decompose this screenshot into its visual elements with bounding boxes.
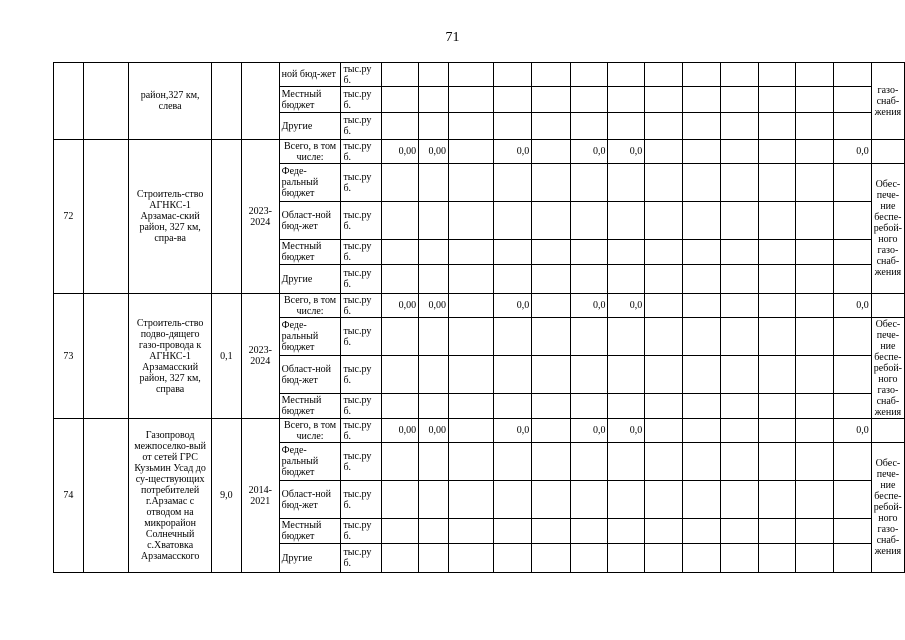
- value-cell: 0,00: [382, 419, 419, 443]
- value-cell: [645, 318, 683, 356]
- period-cell: 2014-2021: [241, 419, 279, 573]
- value-cell: [532, 356, 571, 394]
- funding-source-cell: Всего, в том числе:: [279, 294, 341, 318]
- value-cell: [796, 443, 834, 481]
- value-cell: [570, 240, 608, 265]
- value-cell: [570, 443, 608, 481]
- unit-cell: тыс.ру б.: [341, 113, 382, 140]
- unit-cell: тыс.ру б.: [341, 481, 382, 519]
- value-cell: [721, 294, 759, 318]
- value-cell: [758, 394, 796, 419]
- value-cell: [494, 443, 532, 481]
- value-cell: [833, 202, 871, 240]
- value-cell: [833, 394, 871, 419]
- funding-source-cell: Област-ной бюд-жет: [279, 202, 341, 240]
- value-cell: [645, 87, 683, 113]
- value-cell: [721, 443, 759, 481]
- value-cell: [494, 113, 532, 140]
- capacity-cell: [211, 63, 241, 140]
- funding-source-cell: ной бюд-жет: [279, 63, 341, 87]
- row-number-cell: 73: [54, 294, 84, 419]
- row-number-cell: 72: [54, 140, 84, 294]
- table-row: [54, 294, 905, 318]
- capacity-cell: 0,1: [211, 294, 241, 419]
- value-cell: [833, 519, 871, 544]
- value-cell: [419, 265, 449, 294]
- project-name-cell: Строитель-ство подво-дящего газо-провода к АГНКС-1 Арзамасский район, 327 км, справа: [129, 294, 212, 419]
- value-cell: [645, 240, 683, 265]
- value-cell: [608, 164, 645, 202]
- funding-source-cell: Другие: [279, 265, 341, 294]
- value-cell: [449, 519, 494, 544]
- value-cell: [494, 164, 532, 202]
- value-cell: [608, 63, 645, 87]
- value-cell: [758, 240, 796, 265]
- value-cell: [682, 63, 721, 87]
- value-cell: [682, 394, 721, 419]
- purpose-cell: газо-снаб-жения: [871, 63, 904, 140]
- value-cell: [833, 265, 871, 294]
- value-cell: [721, 544, 759, 573]
- unit-cell: тыс.ру б.: [341, 544, 382, 573]
- value-cell: [532, 294, 571, 318]
- purpose-spacer-cell: [871, 140, 904, 164]
- value-cell: [532, 63, 571, 87]
- value-cell: [608, 443, 645, 481]
- funding-source-cell: Другие: [279, 113, 341, 140]
- value-cell: [382, 443, 419, 481]
- value-cell: 0,0: [494, 294, 532, 318]
- row-number-cell: [54, 63, 84, 140]
- value-cell: [682, 419, 721, 443]
- value-cell: [382, 265, 419, 294]
- value-cell: [419, 63, 449, 87]
- value-cell: [796, 140, 834, 164]
- value-cell: [608, 202, 645, 240]
- value-cell: [532, 544, 571, 573]
- value-cell: [721, 140, 759, 164]
- value-cell: [796, 356, 834, 394]
- funding-source-cell: Местный бюджет: [279, 240, 341, 265]
- value-cell: [449, 202, 494, 240]
- value-cell: [682, 544, 721, 573]
- value-cell: [608, 481, 645, 519]
- value-cell: [721, 481, 759, 519]
- value-cell: [721, 318, 759, 356]
- value-cell: [570, 113, 608, 140]
- value-cell: [758, 544, 796, 573]
- project-name-cell: Газопровод межпоселко-вый от сетей ГРС Кузьмин Усад до су-ществующих потребителей г.Арзамас с отводом на микрорайон Солнечный с.Хватовка Арзамасского: [129, 419, 212, 573]
- value-cell: 0,0: [833, 294, 871, 318]
- value-cell: [721, 240, 759, 265]
- value-cell: 0,00: [419, 419, 449, 443]
- value-cell: [796, 318, 834, 356]
- value-cell: [532, 164, 571, 202]
- funding-source-cell: Всего, в том числе:: [279, 140, 341, 164]
- unit-cell: тыс.ру б.: [341, 443, 382, 481]
- value-cell: [833, 87, 871, 113]
- purpose-cell: Обес-пече-ние беспе-ребой-ного газо-снаб-жения: [871, 318, 904, 419]
- capacity-cell: [211, 140, 241, 294]
- value-cell: [532, 265, 571, 294]
- value-cell: [532, 419, 571, 443]
- value-cell: [645, 443, 683, 481]
- value-cell: [682, 265, 721, 294]
- value-cell: [721, 519, 759, 544]
- value-cell: [532, 140, 571, 164]
- value-cell: [494, 87, 532, 113]
- value-cell: 0,0: [570, 140, 608, 164]
- value-cell: [382, 544, 419, 573]
- value-cell: [419, 394, 449, 419]
- value-cell: [570, 164, 608, 202]
- value-cell: [758, 164, 796, 202]
- value-cell: [532, 481, 571, 519]
- funding-source-cell: Местный бюджет: [279, 87, 341, 113]
- value-cell: [570, 318, 608, 356]
- value-cell: [682, 87, 721, 113]
- value-cell: 0,0: [608, 419, 645, 443]
- table-row: [54, 140, 905, 164]
- value-cell: [645, 419, 683, 443]
- value-cell: [758, 356, 796, 394]
- value-cell: [758, 519, 796, 544]
- value-cell: [796, 240, 834, 265]
- value-cell: [449, 356, 494, 394]
- unit-cell: тыс.ру б.: [341, 63, 382, 87]
- value-cell: [758, 202, 796, 240]
- purpose-spacer-cell: [871, 419, 904, 443]
- value-cell: [796, 63, 834, 87]
- value-cell: [449, 265, 494, 294]
- funding-source-cell: Област-ной бюд-жет: [279, 481, 341, 519]
- value-cell: [721, 63, 759, 87]
- value-cell: [419, 544, 449, 573]
- value-cell: [833, 356, 871, 394]
- value-cell: [608, 394, 645, 419]
- value-cell: [608, 87, 645, 113]
- funding-source-cell: Феде-ральный бюджет: [279, 443, 341, 481]
- value-cell: [682, 202, 721, 240]
- value-cell: [758, 63, 796, 87]
- table-row: [54, 419, 905, 443]
- value-cell: [382, 519, 419, 544]
- value-cell: [682, 519, 721, 544]
- value-cell: [382, 240, 419, 265]
- value-cell: [796, 544, 834, 573]
- value-cell: [682, 164, 721, 202]
- value-cell: [382, 164, 419, 202]
- value-cell: [682, 113, 721, 140]
- value-cell: [645, 202, 683, 240]
- value-cell: [833, 113, 871, 140]
- value-cell: [382, 113, 419, 140]
- value-cell: [449, 318, 494, 356]
- value-cell: [382, 318, 419, 356]
- value-cell: [758, 265, 796, 294]
- value-cell: 0,0: [494, 140, 532, 164]
- funding-source-cell: Другие: [279, 544, 341, 573]
- value-cell: [449, 294, 494, 318]
- unit-cell: тыс.ру б.: [341, 356, 382, 394]
- value-cell: [645, 394, 683, 419]
- unit-cell: тыс.ру б.: [341, 164, 382, 202]
- value-cell: [833, 240, 871, 265]
- value-cell: [494, 544, 532, 573]
- value-cell: [608, 519, 645, 544]
- value-cell: [532, 113, 571, 140]
- value-cell: [721, 113, 759, 140]
- value-cell: [645, 481, 683, 519]
- value-cell: [570, 394, 608, 419]
- value-cell: [608, 356, 645, 394]
- funding-source-cell: Феде-ральный бюджет: [279, 318, 341, 356]
- investment-program-table: [53, 62, 905, 573]
- value-cell: [532, 443, 571, 481]
- project-name-cell: Строитель-ство АГНКС-1 Арзамас-ский район, 327 км, спра-ва: [129, 140, 212, 294]
- value-cell: [796, 394, 834, 419]
- value-cell: [419, 87, 449, 113]
- value-cell: [796, 202, 834, 240]
- value-cell: [682, 443, 721, 481]
- value-cell: [494, 240, 532, 265]
- value-cell: [833, 443, 871, 481]
- value-cell: [833, 318, 871, 356]
- value-cell: [645, 140, 683, 164]
- table-row: [54, 63, 905, 87]
- unit-cell: тыс.ру б.: [341, 519, 382, 544]
- unit-cell: тыс.ру б.: [341, 140, 382, 164]
- period-cell: 2023-2024: [241, 140, 279, 294]
- value-cell: [645, 294, 683, 318]
- value-cell: [419, 481, 449, 519]
- value-cell: 0,0: [608, 294, 645, 318]
- value-cell: [721, 164, 759, 202]
- value-cell: [532, 519, 571, 544]
- unit-cell: тыс.ру б.: [341, 419, 382, 443]
- value-cell: [796, 481, 834, 519]
- value-cell: [570, 519, 608, 544]
- value-cell: 0,00: [382, 140, 419, 164]
- value-cell: [721, 265, 759, 294]
- value-cell: 0,0: [833, 140, 871, 164]
- value-cell: 0,0: [570, 294, 608, 318]
- value-cell: [532, 202, 571, 240]
- value-cell: [532, 394, 571, 419]
- value-cell: [419, 519, 449, 544]
- value-cell: [449, 394, 494, 419]
- value-cell: [645, 164, 683, 202]
- value-cell: [449, 419, 494, 443]
- funding-source-cell: Всего, в том числе:: [279, 419, 341, 443]
- value-cell: [645, 544, 683, 573]
- value-cell: [570, 356, 608, 394]
- value-cell: [645, 113, 683, 140]
- value-cell: [494, 318, 532, 356]
- value-cell: [796, 164, 834, 202]
- value-cell: [796, 519, 834, 544]
- value-cell: 0,00: [382, 294, 419, 318]
- unit-cell: тыс.ру б.: [341, 265, 382, 294]
- value-cell: [494, 519, 532, 544]
- capacity-cell: 9,0: [211, 419, 241, 573]
- value-cell: [796, 87, 834, 113]
- value-cell: [645, 265, 683, 294]
- value-cell: [449, 113, 494, 140]
- unit-cell: тыс.ру б.: [341, 240, 382, 265]
- value-cell: [721, 419, 759, 443]
- value-cell: [494, 481, 532, 519]
- value-cell: [494, 394, 532, 419]
- value-cell: [796, 419, 834, 443]
- value-cell: [758, 481, 796, 519]
- value-cell: [449, 544, 494, 573]
- value-cell: [608, 113, 645, 140]
- value-cell: [419, 164, 449, 202]
- value-cell: [532, 240, 571, 265]
- value-cell: [570, 202, 608, 240]
- value-cell: [570, 63, 608, 87]
- value-cell: [449, 140, 494, 164]
- value-cell: [758, 294, 796, 318]
- purpose-cell: Обес-пече-ние беспе-ребой-ного газо-снаб-жения: [871, 164, 904, 294]
- value-cell: [419, 356, 449, 394]
- value-cell: [382, 394, 419, 419]
- value-cell: [570, 265, 608, 294]
- value-cell: [382, 87, 419, 113]
- value-cell: [758, 113, 796, 140]
- value-cell: [758, 140, 796, 164]
- value-cell: [682, 140, 721, 164]
- value-cell: [682, 240, 721, 265]
- value-cell: [570, 544, 608, 573]
- value-cell: [608, 318, 645, 356]
- value-cell: [570, 481, 608, 519]
- value-cell: [449, 63, 494, 87]
- unit-cell: тыс.ру б.: [341, 87, 382, 113]
- unit-cell: тыс.ру б.: [341, 202, 382, 240]
- unit-cell: тыс.ру б.: [341, 318, 382, 356]
- value-cell: [833, 164, 871, 202]
- period-cell: [241, 63, 279, 140]
- code-cell: [83, 140, 128, 294]
- value-cell: [532, 318, 571, 356]
- value-cell: 0,00: [419, 140, 449, 164]
- value-cell: [833, 481, 871, 519]
- value-cell: [419, 443, 449, 481]
- value-cell: [758, 318, 796, 356]
- code-cell: [83, 419, 128, 573]
- value-cell: 0,0: [833, 419, 871, 443]
- value-cell: [382, 356, 419, 394]
- period-cell: 2023-2024: [241, 294, 279, 419]
- value-cell: [796, 294, 834, 318]
- value-cell: [419, 113, 449, 140]
- value-cell: [608, 240, 645, 265]
- value-cell: [608, 265, 645, 294]
- value-cell: 0,0: [570, 419, 608, 443]
- value-cell: [449, 240, 494, 265]
- value-cell: [419, 202, 449, 240]
- value-cell: [682, 318, 721, 356]
- value-cell: [449, 481, 494, 519]
- value-cell: [833, 63, 871, 87]
- code-cell: [83, 63, 128, 140]
- project-name-cell: район,327 км, слева: [129, 63, 212, 140]
- value-cell: [419, 240, 449, 265]
- code-cell: [83, 294, 128, 419]
- value-cell: [796, 265, 834, 294]
- purpose-cell: Обес-пече-ние беспе-ребой-ного газо-снаб-жения: [871, 443, 904, 573]
- value-cell: [721, 394, 759, 419]
- funding-source-cell: Феде-ральный бюджет: [279, 164, 341, 202]
- funding-source-cell: Област-ной бюд-жет: [279, 356, 341, 394]
- value-cell: 0,00: [419, 294, 449, 318]
- row-number-cell: 74: [54, 419, 84, 573]
- value-cell: [382, 63, 419, 87]
- purpose-spacer-cell: [871, 294, 904, 318]
- value-cell: [796, 113, 834, 140]
- value-cell: [758, 443, 796, 481]
- value-cell: [608, 544, 645, 573]
- value-cell: [494, 265, 532, 294]
- value-cell: [721, 356, 759, 394]
- value-cell: [449, 443, 494, 481]
- value-cell: [645, 63, 683, 87]
- value-cell: [682, 294, 721, 318]
- funding-source-cell: Местный бюджет: [279, 519, 341, 544]
- value-cell: [532, 87, 571, 113]
- value-cell: [682, 481, 721, 519]
- value-cell: [449, 87, 494, 113]
- value-cell: 0,0: [494, 419, 532, 443]
- value-cell: [721, 202, 759, 240]
- value-cell: 0,0: [608, 140, 645, 164]
- value-cell: [449, 164, 494, 202]
- value-cell: [382, 202, 419, 240]
- value-cell: [494, 356, 532, 394]
- value-cell: [682, 356, 721, 394]
- funding-source-cell: Местный бюджет: [279, 394, 341, 419]
- value-cell: [494, 202, 532, 240]
- unit-cell: тыс.ру б.: [341, 294, 382, 318]
- page-number: 71: [445, 30, 460, 45]
- value-cell: [721, 87, 759, 113]
- value-cell: [494, 63, 532, 87]
- unit-cell: тыс.ру б.: [341, 394, 382, 419]
- value-cell: [645, 519, 683, 544]
- value-cell: [758, 419, 796, 443]
- value-cell: [645, 356, 683, 394]
- value-cell: [758, 87, 796, 113]
- value-cell: [833, 544, 871, 573]
- value-cell: [419, 318, 449, 356]
- value-cell: [382, 481, 419, 519]
- value-cell: [570, 87, 608, 113]
